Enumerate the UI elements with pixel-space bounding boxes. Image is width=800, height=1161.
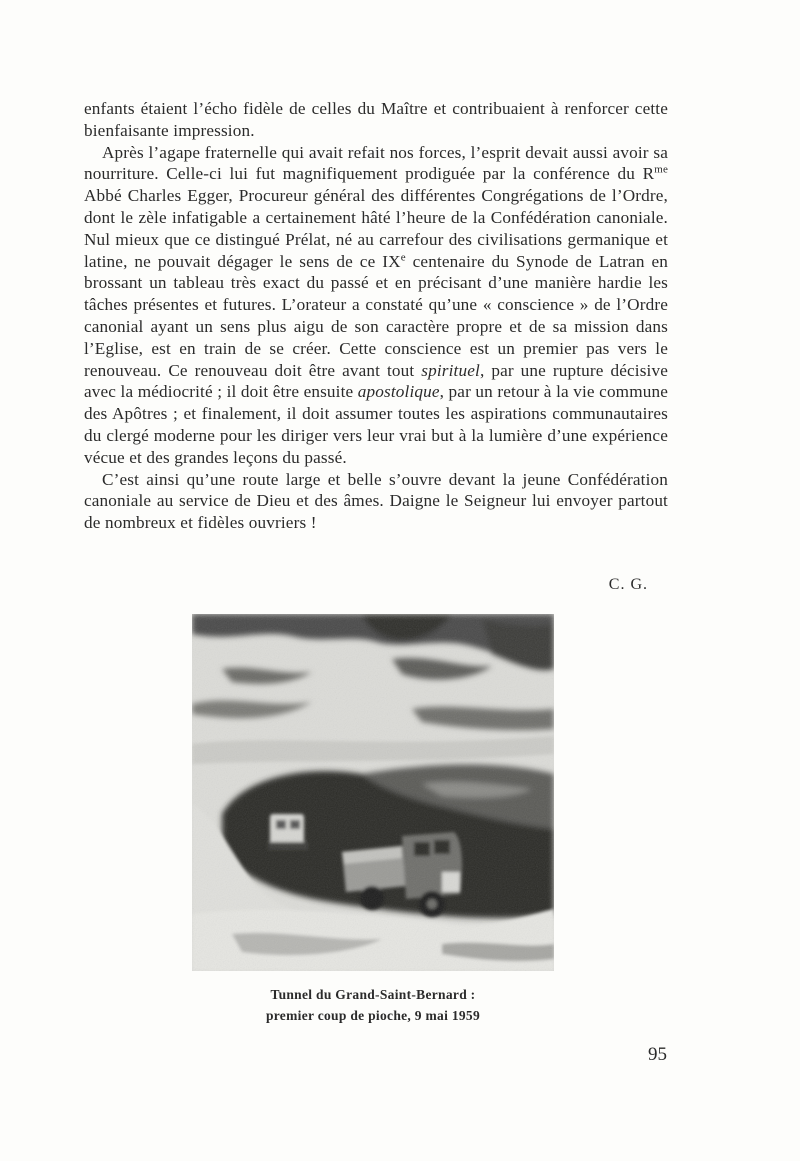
paragraph-2-part-4: , par une rupture décisive avec la médiocrité ; il doit être ensuite: [84, 360, 669, 402]
caption-line-1: Tunnel du Grand-Saint-Bernard :: [270, 987, 476, 1002]
caption-line-2: premier coup de pioche, 9 mai 1959: [265, 1008, 481, 1023]
page-number: 95: [648, 1044, 667, 1065]
emphasis-spirituel: spirituel: [421, 360, 480, 380]
superscript-me: me: [654, 163, 668, 176]
paragraph-1: enfants étaient l’écho fidèle de celles du Maître et contribuaient à renforcer cette bienfaisante impression.: [84, 99, 668, 140]
photo-illustration: [192, 614, 554, 971]
photo-caption: [192, 984, 554, 1026]
paragraph-2-part-3: centenaire du Synode de Latran en brossant un tableau très exact du passé et en précisant d’une manière hardie les tâches présentes et futures. L’orateur a constaté qu’une « conscience » de l’Ordre canonial ayant un sens plus aigu de son caractère propre et de sa mission dans l’Eglise, est en train de se créer. Cette conscience est un premier pas vers le renouveau. Ce renouveau doit être avant tout: [84, 251, 668, 380]
photo-tunnel-construction: [192, 614, 554, 971]
paragraph-2: [84, 142, 668, 469]
signature-initials: C. G.: [608, 576, 648, 593]
paragraph-2-part-2: Abbé Charles Egger, Procureur général des différentes Congrégations de l’Ordre, dont le zèle infatigable a certainement hâté l’heure de la Confédération canoniale. Nul mieux que ce distingué Prélat, né au carrefour des civilisations germanique et latine, ne pouvait dégager le sens de ce IX: [84, 186, 668, 271]
paragraph-3: C’est ainsi qu’une route large et belle s’ouvre devant la jeune Confédération canoniale au service de Dieu et des âmes. Daigne le Seigneur lui envoyer partout de nombreux et fidèles ouvriers !: [84, 469, 668, 533]
paragraph-2-part-5: , par un retour à la vie commune des Apôtres ; et finalement, il doit assumer toutes les aspirations communautaires du clergé moderne pour les diriger vers leur vrai but à la lumière d’une expérience vécue et des grandes leçons du passé.: [84, 382, 668, 467]
emphasis-apostolique: apostolique: [357, 382, 440, 402]
superscript-e: e: [400, 250, 406, 263]
paragraph-2-part-1: Après l’agape fraternelle qui avait refait nos forces, l’esprit devait aussi avoir sa nourriture. Celle-ci lui fut magnifiquement prodiguée par la conférence du R: [84, 142, 668, 184]
body-text: [84, 98, 668, 534]
